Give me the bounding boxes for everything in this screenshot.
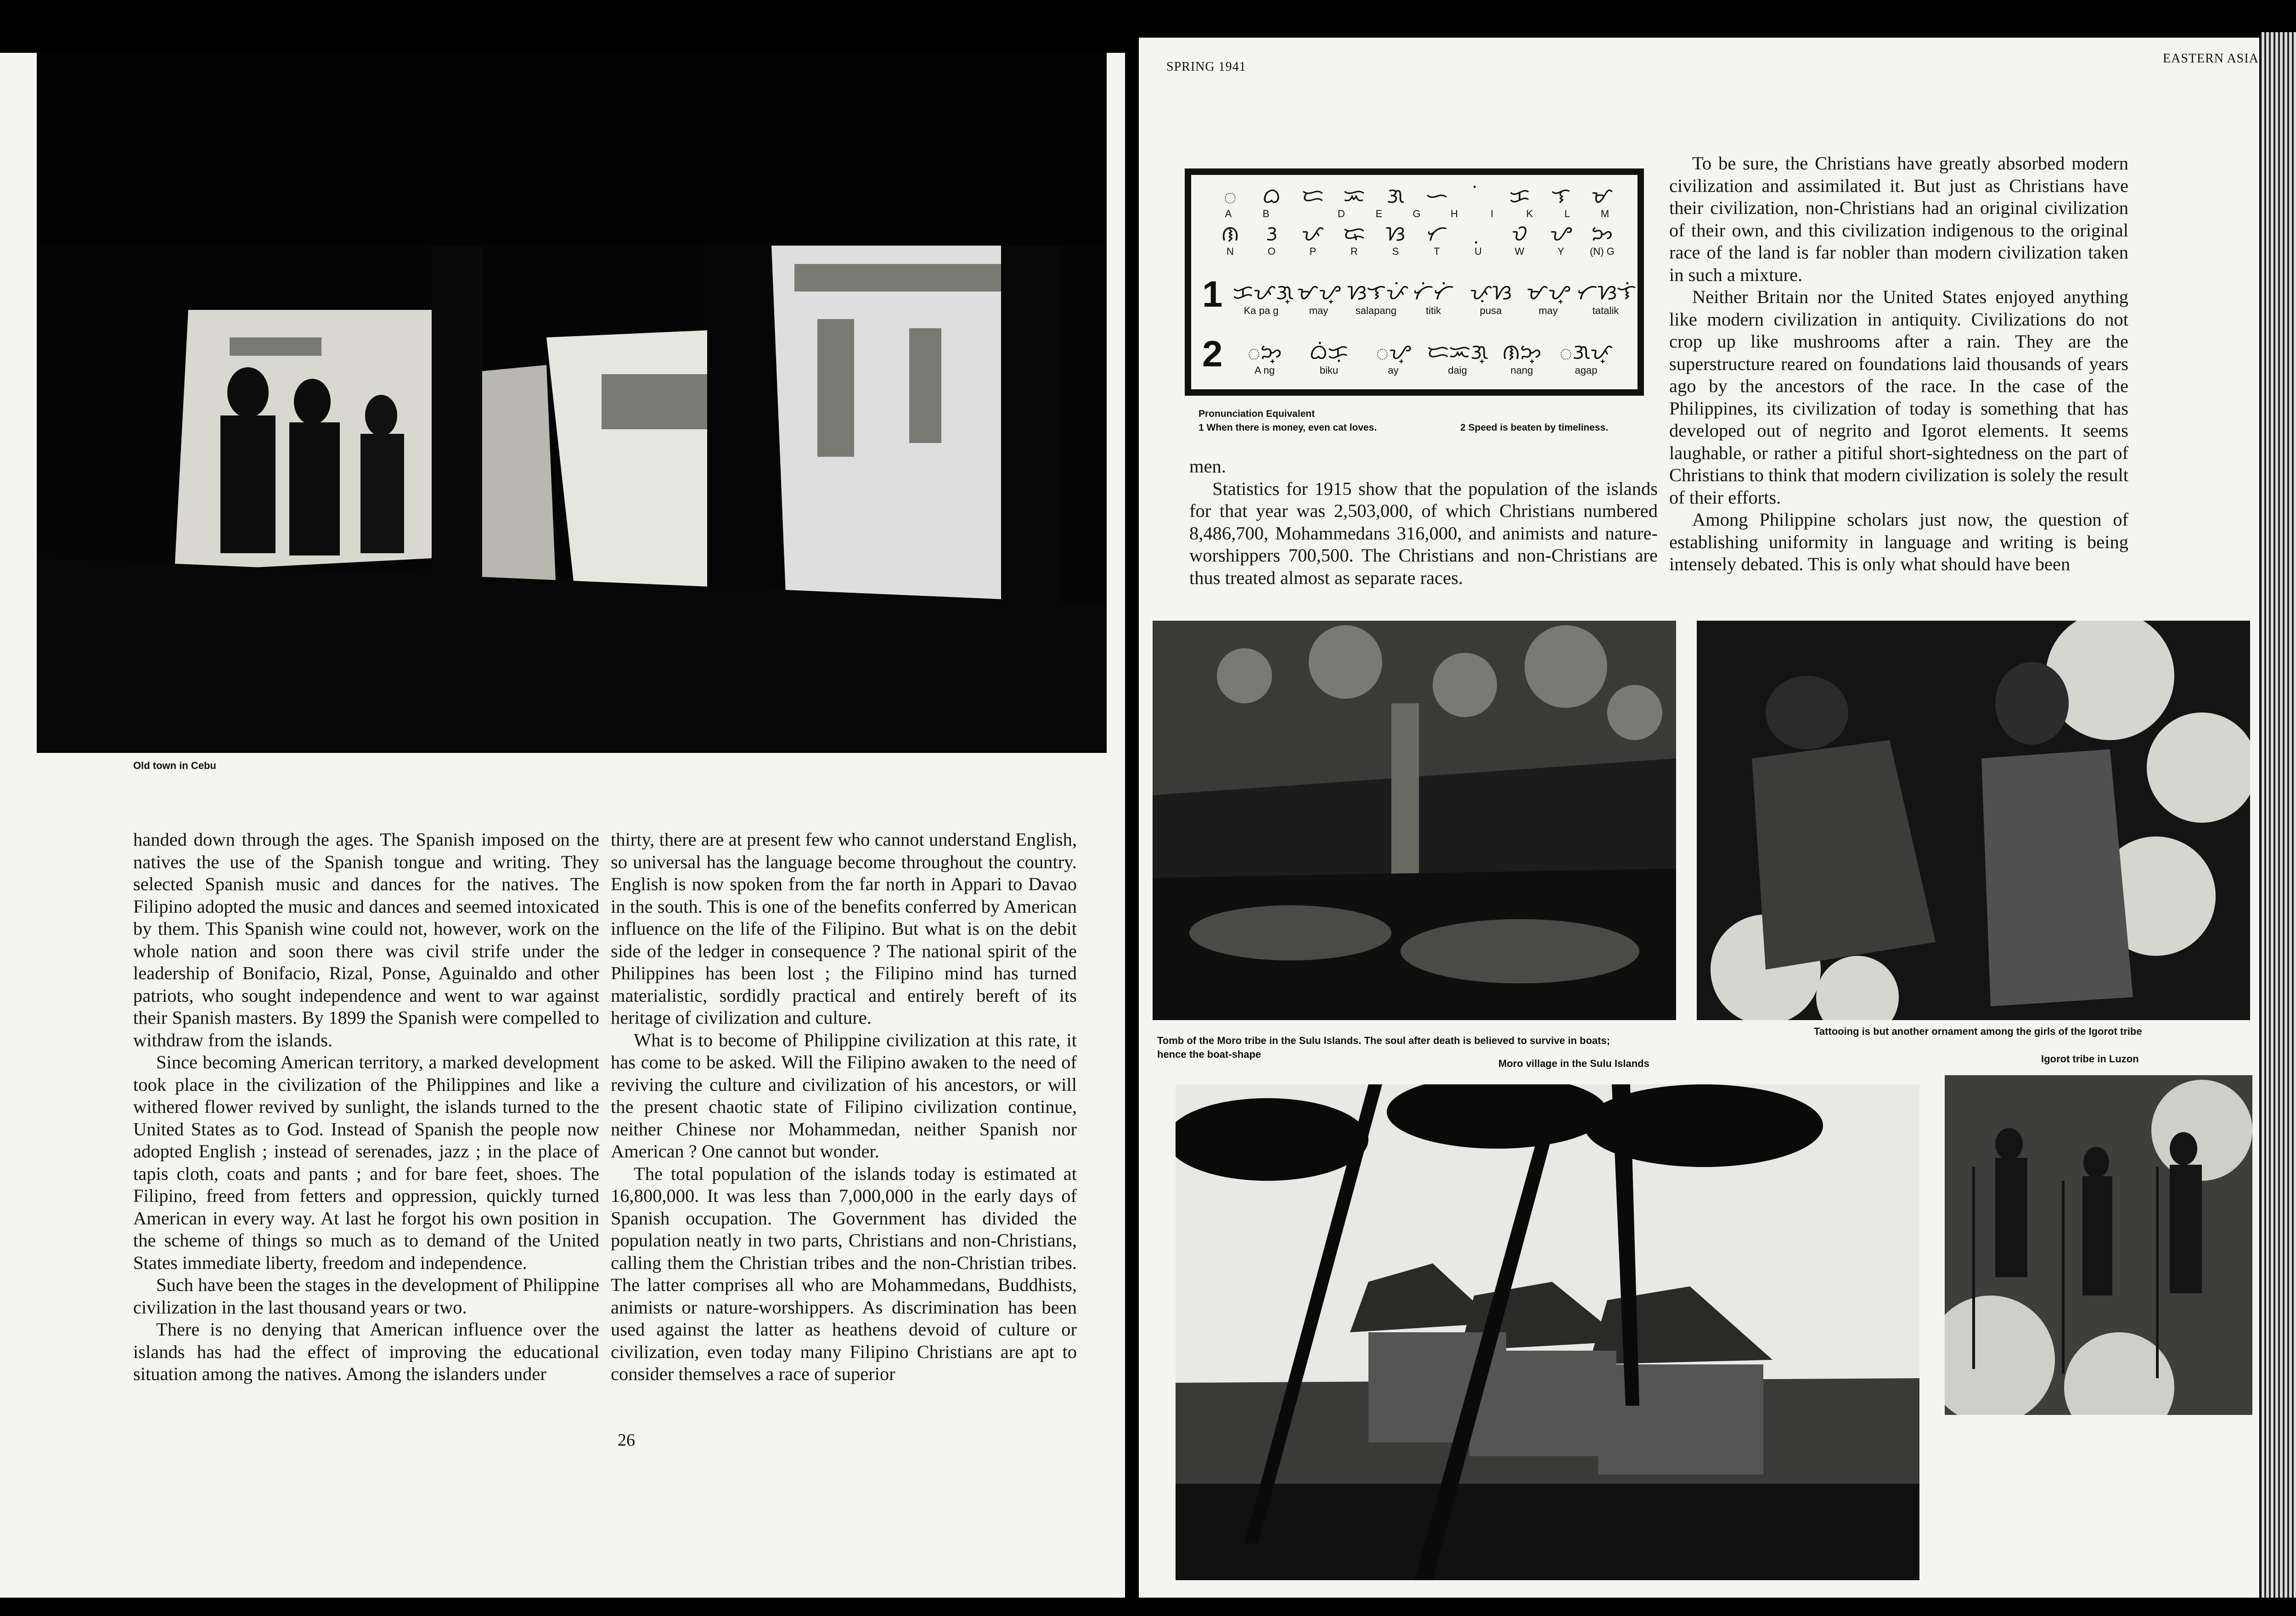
romanization-label: nang — [1510, 365, 1533, 376]
photo-igorot-tattooing — [1697, 621, 2250, 1020]
left-text-column-1 — [133, 829, 599, 1386]
paragraph: handed down through the ages. The Spanish imposed on the natives the use of the Spanish tongue and writing. They selected Spanish music and dances for the natives. The Filipino adopted the music and dances and seemed intoxicated by them. This Spanish wine could not, however, work on the whole nation and soon there was civil strife under the leadership of Bonifacio, Rizal, Ponse, Aguinaldo and other patriots, who sought independence and went to war against their Spanish masters. By 1899 the Spanish were compelled to withdraw from the islands. — [133, 829, 599, 1050]
script-glyph: ᜀᜄᜉ᜔ — [1559, 339, 1613, 364]
romanization-label: D — [1338, 208, 1345, 219]
left-page — [0, 53, 1125, 1598]
script-glyph: ᜅ — [1591, 221, 1613, 246]
paragraph: Neither Britain nor the United States enjoyed anything like modern civilization in antiquity. Civilizations do not crop up like mushrooms after a rain. They are the superstructure reared on foundations laid thousands of years ago by the ancestors of the race. In the case of the Philippines, its civilization of today is something that has developed out of negrito and Igorot elements. It seems laughable, or rather a pitiful short-sightedness on the part of Christians to think that modern civilization is solely the result of their efforts. — [1669, 286, 2128, 508]
photo-igorot-luzon — [1945, 1075, 2252, 1415]
example-2-glyphs — [1232, 341, 1618, 362]
paragraph: men. — [1189, 456, 1226, 477]
script-glyph: ᜑ — [1425, 183, 1448, 208]
paragraph: To be sure, the Christians have greatly absorbed modern civilization and assimilated it. But just as Christians have their civilization, non-Christians had an original civilization of their own, and this civilization indigenous to the original race of the land is far nobler than modern civilization taken in such a mixture. — [1669, 153, 2128, 285]
running-head-left: SPRING 1941 — [1166, 60, 1246, 74]
romanization-label: agap — [1575, 365, 1598, 376]
photo-old-town-cebu — [37, 53, 1107, 753]
gutter-shadow — [1125, 32, 1139, 1598]
script-glyph: ᜌ — [1550, 221, 1572, 246]
script-glyph: ᜇ — [1301, 183, 1324, 208]
romanization-label: K — [1526, 208, 1533, 219]
left-text-column-2 — [611, 829, 1077, 1386]
caption-igorot-luzon: Igorot tribe in Luzon — [2041, 1053, 2139, 1065]
script-glyph: ᜈᜅ᜔ — [1502, 339, 1542, 364]
script-glyph: ᜐᜎᜉᜒ — [1347, 280, 1409, 304]
romanization-label: B — [1262, 208, 1270, 219]
example-1-glyphs — [1232, 280, 1637, 304]
romanization-label — [1285, 208, 1322, 220]
pronunciation-2: 2 Speed is beaten by timeliness. — [1460, 422, 1609, 433]
script-glyph: ᜄ — [1386, 183, 1405, 208]
script-glyph: ᜈ — [1221, 221, 1239, 246]
script-glyph: ᜋᜌ᜔ — [1297, 280, 1340, 304]
romanization-label: I — [1490, 208, 1494, 219]
glyph-row-1 — [1210, 185, 1623, 206]
romanization-label: may — [1538, 305, 1558, 316]
example-2-words — [1232, 365, 1618, 376]
right-text-column-2 — [1669, 152, 2128, 576]
right-text-column-1 — [1189, 455, 1658, 589]
paragraph: Such have been the stages in the development of Philippine civilization in the last thousand years or two. — [133, 1274, 599, 1318]
caption-moro-tomb: Tomb of the Moro tribe in the Sulu Islands. The soul after death is believed to survive in boats; hence the boat-shape — [1157, 1035, 1610, 1060]
script-glyph: ᜐ — [1385, 221, 1406, 246]
romanization-label: W — [1514, 246, 1525, 257]
romanization-label: daig — [1448, 365, 1467, 376]
romanization-label: N — [1227, 246, 1234, 257]
romanization-label: R — [1351, 246, 1358, 257]
photo-moro-village — [1176, 1084, 1919, 1580]
romanization-label: may — [1309, 305, 1328, 316]
latin-row-2 — [1210, 246, 1623, 258]
paragraph: Since becoming American territory, a marked development took place in the civilization of the Philippines and like a withered flower revived by sunlight, the islands turned to the United States as to God. Instead of Spanish the people now adopted English ; instead of serenades, jazz ; in the place of tapis cloth, coats and pants ; and for bare feet, shoes. The Filipino, freed from fetters and oppression, quickly turned American in every way. At last he forgot his own position in the scheme of things so much as to demand of the United States immediate liberty, freedom and independence. — [133, 1052, 599, 1273]
running-head-right: EASTERN ASIA — [2163, 51, 2259, 66]
baybayin-script-chart — [1185, 168, 1644, 396]
paragraph: thirty, there are at present few who cannot understand English, so universal has the language become throughout the country. English is now spoken from the far north in Appari to Davao in the south. This is one of the benefits conferred by American influence on the life of the Filipino. But what is on the debit side of the ledger in consequence ? The national spirit of the Philippines has been lost ; the Filipino mind has turned materialistic, sordidly practical and entirely bereft of its heritage of civilization and culture. — [611, 829, 1077, 1028]
paragraph: There is no denying that American influence over the islands has had the effect of improving the educational situation among the natives. Among the islanders under — [133, 1319, 599, 1384]
romanization-label: L — [1564, 208, 1570, 219]
example-1-words — [1232, 305, 1634, 317]
script-glyph: ᜀᜅ᜔ — [1247, 339, 1282, 364]
script-glyph: ᜋ — [1591, 183, 1613, 208]
script-glyph: ᜇᜁᜄ᜔ — [1427, 339, 1488, 364]
page-number: 26 — [618, 1431, 635, 1450]
romanization-label: salapang — [1355, 305, 1397, 316]
script-glyph: ᜉ — [1301, 221, 1324, 246]
romanization-label: tatalik — [1592, 305, 1619, 316]
pronunciation-title: Pronunciation Equivalent — [1199, 409, 1315, 419]
romanization-label: biku — [1319, 365, 1339, 376]
script-glyph: ᜉᜓᜐ — [1469, 280, 1512, 304]
romanization-label: P — [1309, 246, 1317, 257]
script-glyph: ᜊᜒᜃᜓ — [1309, 339, 1349, 364]
right-page — [1139, 38, 2259, 1598]
photo-moro-tomb — [1153, 621, 1676, 1020]
example-number-1: 1 — [1202, 274, 1223, 314]
script-glyph: ᜃ — [1509, 183, 1530, 208]
script-glyph: ᜂ — [1266, 221, 1277, 246]
script-glyph: ᜁ — [1343, 183, 1365, 208]
romanization-label: H — [1451, 208, 1458, 219]
caption-tattooing: Tattooing is but another ornament among the girls of the Igorot tribe — [1814, 1026, 2142, 1037]
romanization-label: pusa — [1480, 305, 1502, 316]
script-glyph: ᜀᜌ᜔ — [1376, 339, 1411, 364]
script-glyph — [1458, 223, 1499, 244]
script-glyph: ᜎ — [1551, 183, 1570, 208]
romanization-label: titik — [1426, 305, 1441, 316]
romanization-label: T — [1434, 246, 1440, 257]
romanization-label: A — [1225, 208, 1232, 219]
romanization-label: ay — [1388, 365, 1399, 376]
romanization-label: U — [1474, 246, 1482, 257]
paragraph: The total population of the islands today is estimated at 16,800,000. It was less than 7,000,000 in the early days of Spanish occupation. The Government has divided the population neatly in two parts, Christians and non-Christians, calling them the Christian tribes and the non-Christian tribes. The latter comprises all who are Mohammedans, Buddhists, animists or nature-worshippers. As discrimination has been used against the latter as heathens devoid of culture or civilization, even today many Filipino Christians are apt to consider themselves a race of superior — [611, 1163, 1077, 1384]
photo-caption-old-town: Old town in Cebu — [133, 760, 216, 771]
romanization-label: O — [1267, 246, 1276, 257]
romanization-label: Y — [1557, 246, 1564, 257]
script-glyph: ᜏ — [1511, 221, 1528, 246]
script-glyph: ᜋᜌ᜔ — [1526, 280, 1570, 304]
script-glyph: ᜊ — [1262, 183, 1281, 208]
script-glyph — [1458, 185, 1499, 206]
latin-row-1 — [1210, 208, 1624, 220]
script-glyph: ᜆᜒᜆᜒ — [1412, 280, 1454, 304]
romanization-label: S — [1392, 246, 1399, 257]
romanization-label: (N) G — [1590, 246, 1615, 257]
script-glyph: ᜃᜉᜄ᜔ — [1232, 280, 1294, 304]
romanization-label: Ka pa g — [1244, 305, 1279, 316]
romanization-label: M — [1600, 208, 1609, 219]
paragraph: Among Philippine scholars just now, the question of establishing uniformity in language and writing is being intensely debated. This is only what should have been — [1669, 509, 2128, 574]
example-number-2: 2 — [1202, 333, 1223, 374]
pronunciation-1: 1 When there is money, even cat loves. — [1199, 422, 1377, 433]
script-glyph: ᜀ — [1223, 183, 1237, 208]
romanization-label: E — [1375, 208, 1383, 219]
caption-moro-village: Moro village in the Sulu Islands — [1498, 1058, 1649, 1069]
romanization-label: G — [1412, 208, 1421, 219]
romanization-label: A ng — [1254, 365, 1275, 376]
script-glyph: ᜆ — [1426, 221, 1447, 246]
script-glyph: ᜍ — [1343, 221, 1366, 246]
page-edge-stack — [2262, 32, 2296, 1598]
script-glyph: ᜆᜐᜎᜒ — [1577, 280, 1637, 304]
paragraph: What is to become of Philippine civilization at this rate, it has come to be asked. Will the Filipino awaken to the need of reviving the culture and civilization of his ancestors, or will the present chaotic state of Filipino civilization continue, neither Chinese nor Mohammedan, neither Spanish nor American ? One cannot but wonder. — [611, 1029, 1077, 1162]
glyph-row-2 — [1210, 223, 1623, 244]
paragraph: Statistics for 1915 show that the population of the islands for that year was 2,503,000, of which Christians numbered 8,486,700, Mohammedans 316,000, and animists and nature-worshippers 700,500. The Christians and non-Christians are thus treated almost as separate races. — [1189, 478, 1658, 588]
